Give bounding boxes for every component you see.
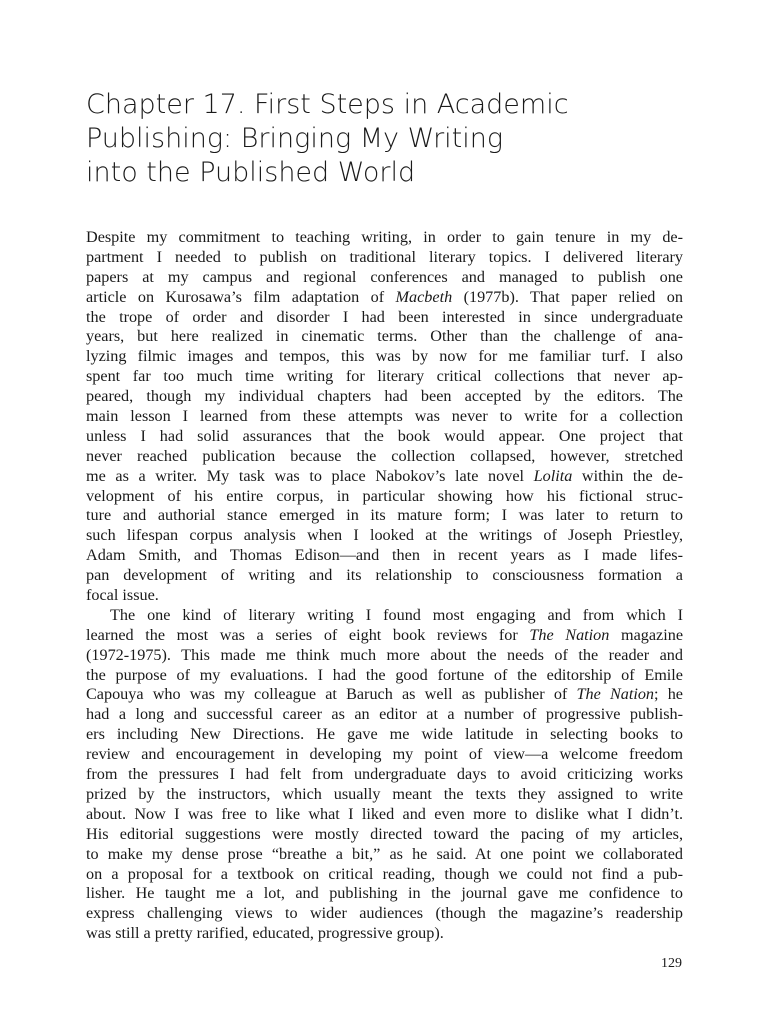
chapter-title-line: Chapter 17. First Steps in Academic	[86, 89, 569, 120]
text-line: Despite my commitment to teaching writing, in order to gain tenure in my de-	[86, 228, 683, 246]
text-line: peared, though my individual chapters had been accepted by the editors. The	[86, 387, 683, 406]
text-line: on a proposal for a textbook on critical reading, though we could not find a pub-	[86, 864, 683, 883]
chapter-title	[86, 88, 686, 190]
text-line: His editorial suggestions were mostly directed toward the pacing of my articles,	[86, 824, 683, 843]
text-line: had a long and successful career as an editor at a number of progressive publish-	[86, 705, 683, 724]
text-line: prized by the instructors, which usually meant the texts they assigned to write	[86, 784, 683, 803]
text-line: review and encouragement in developing my point of view—a welcome freedom	[86, 745, 683, 764]
paragraph	[86, 228, 683, 606]
text-line: main lesson I learned from these attempts was never to write for a collection	[86, 407, 683, 426]
text-line: the purpose of my evaluations. I had the good fortune of the editorship of Emile	[86, 665, 683, 684]
text-line: lyzing filmic images and tempos, this was by now for me familiar turf. I also	[86, 347, 683, 366]
body-text	[86, 228, 683, 944]
text-line: velopment of his entire corpus, in particular showing how his fictional struc-	[86, 486, 683, 505]
text-line: Capouya who was my colleague at Baruch as well as publisher of The Nation; he	[86, 685, 683, 704]
text-line: from the pressures I had felt from undergraduate days to avoid criticizing works	[86, 765, 683, 784]
text-line: (1972-1975). This made me think much more about the needs of the reader and	[86, 645, 683, 664]
page-number: 129	[661, 956, 682, 971]
text-line: me as a writer. My task was to place Nabokov’s late novel Lolita within the de-	[86, 466, 683, 485]
work-title: The Nation	[576, 685, 655, 704]
text-line: spent far too much time writing for literary critical collections that never ap-	[86, 367, 683, 386]
text-line: about. Now I was free to like what I liked and even more to dislike what I didn’t.	[86, 804, 683, 823]
chapter-title-line: into the Published World	[86, 157, 416, 188]
text-line: to make my dense prose “breathe a bit,” as he said. At one point we collaborated	[86, 844, 683, 863]
text-line: partment I needed to publish on traditional literary topics. I delivered literary	[86, 247, 683, 266]
text-line: focal issue.	[86, 586, 159, 605]
chapter-title-line: Publishing: Bringing My Writing	[86, 123, 504, 154]
work-title: Macbeth	[395, 287, 453, 306]
work-title: Lolita	[533, 466, 573, 485]
text-line: unless I had solid assurances that the book would appear. One project that	[86, 426, 683, 445]
text-line: years, but here realized in cinematic terms. Other than the challenge of ana-	[86, 327, 683, 346]
text-line: express challenging views to wider audiences (though the magazine’s readership	[86, 904, 683, 923]
text-line: pan development of writing and its relationship to consciousness formation a	[86, 566, 683, 585]
text-line: article on Kurosawa’s film adaptation of Macbeth (1977b). That paper relied on	[86, 287, 683, 306]
work-title: The Nation	[529, 625, 610, 644]
text-line: learned the most was a series of eight book reviews for The Nation magazine	[86, 625, 684, 644]
text-line: Adam Smith, and Thomas Edison—and then in recent years as I made lifes-	[86, 546, 683, 565]
text-line: The one kind of literary writing I found most engaging and from which I	[110, 605, 683, 624]
text-line: never reached publication because the collection collapsed, however, stretched	[86, 446, 683, 465]
text-line: such lifespan corpus analysis when I looked at the writings of Joseph Priestley,	[86, 526, 683, 545]
text-line: lisher. He taught me a lot, and publishing in the journal gave me confidence to	[86, 884, 683, 903]
paragraph	[86, 606, 683, 944]
text-line: the trope of order and disorder I had been interested in since undergraduate	[86, 307, 683, 326]
text-line: ture and authorial stance emerged in its mature form; I was later to return to	[86, 506, 683, 525]
text-line: papers at my campus and regional conferences and managed to publish one	[86, 267, 683, 286]
text-line: was still a pretty rarified, educated, progressive group).	[86, 924, 444, 943]
text-line: ers including New Directions. He gave me wide latitude in selecting books to	[86, 725, 683, 744]
